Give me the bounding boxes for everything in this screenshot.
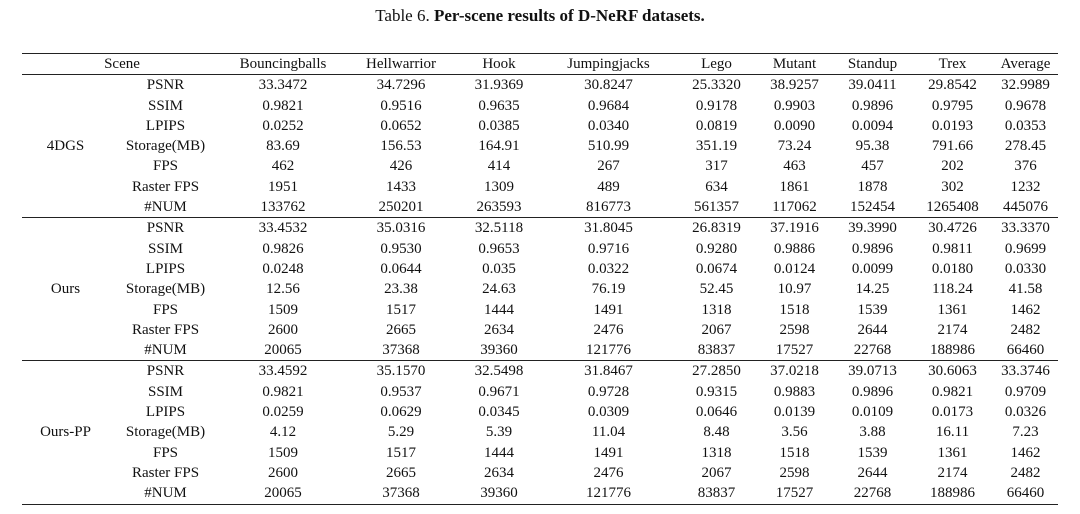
- table-cell: 1361: [937, 301, 968, 318]
- table-cell: 0.9671: [478, 383, 520, 400]
- table-cell: 22768: [833, 340, 912, 361]
- table-cell: 66460: [993, 483, 1058, 504]
- table-cell: 27.2850: [692, 363, 741, 380]
- metric-label: Raster FPS: [131, 321, 200, 338]
- table-cell: 2476: [593, 321, 624, 338]
- table-cell: 2174: [937, 464, 968, 481]
- table-cell: 1518: [779, 444, 810, 461]
- table-cell: 83837: [677, 483, 756, 504]
- table-cell: 33.4532: [258, 220, 308, 237]
- table-cell: 0.0309: [587, 404, 630, 421]
- table-cell: 1318: [701, 444, 732, 461]
- table-cell: 33.3472: [258, 77, 308, 94]
- table-cell: 24.63: [482, 281, 516, 298]
- table-cell: 31.9369: [474, 77, 524, 94]
- table-cell: 2644: [857, 321, 888, 338]
- table-cell: 0.9821: [262, 97, 304, 114]
- metric-label: #NUM: [109, 197, 222, 218]
- table-cell: 1462: [1010, 444, 1041, 461]
- table-cell: 1509: [268, 444, 299, 461]
- table-cell: 317: [705, 158, 728, 175]
- table-cell: 0.9883: [773, 383, 816, 400]
- table-cell: 0.9684: [587, 97, 630, 114]
- table-cell: 0.0173: [931, 404, 974, 421]
- column-header: Jumpingjacks: [540, 54, 677, 75]
- table-cell: 510.99: [587, 138, 630, 155]
- table-cell: 30.4726: [928, 220, 977, 237]
- table-cell: 2634: [484, 464, 515, 481]
- table-cell: 30.6063: [928, 363, 977, 380]
- results-table: [22, 53, 1058, 505]
- table-cell: 37368: [344, 483, 458, 504]
- table-cell: 12.56: [266, 281, 300, 298]
- table-cell: 0.0385: [478, 117, 520, 134]
- metric-label: #NUM: [109, 483, 222, 504]
- table-cell: 0.9280: [695, 240, 738, 257]
- table-cell: 0.9903: [773, 97, 816, 114]
- table-row: [22, 422, 1058, 442]
- table-cell: 2067: [701, 464, 732, 481]
- table-cell: 1361: [937, 444, 968, 461]
- table-cell: 4.12: [269, 424, 297, 441]
- metric-label: Raster FPS: [131, 178, 200, 195]
- table-cell: 32.5498: [474, 363, 524, 380]
- column-header: Hellwarrior: [344, 54, 458, 75]
- table-row: [22, 156, 1058, 176]
- metric-label: FPS: [152, 158, 179, 175]
- table-cell: 0.9826: [262, 240, 304, 257]
- table-cell: 8.48: [703, 424, 730, 441]
- table-cell: 39.0411: [848, 77, 897, 94]
- table-row: [22, 177, 1058, 197]
- table-cell: 37.1916: [770, 220, 819, 237]
- table-cell: 2482: [1010, 464, 1041, 481]
- table-cell: 1491: [593, 301, 624, 318]
- table-cell: 0.9699: [1004, 240, 1047, 257]
- table-cell: 1491: [593, 444, 624, 461]
- table-row: [22, 75, 1058, 96]
- table-cell: 39.0713: [848, 363, 897, 380]
- table-row: [22, 279, 1058, 299]
- metric-label: LPIPS: [145, 260, 186, 277]
- table-cell: 0.0248: [262, 260, 304, 277]
- metric-label: SSIM: [147, 97, 184, 114]
- table-cell: 0.0644: [380, 260, 422, 277]
- table-cell: 1444: [484, 301, 515, 318]
- table-cell: 2476: [593, 464, 624, 481]
- table-cell: 2665: [386, 321, 417, 338]
- table-cell: 0.9537: [380, 383, 422, 400]
- table-cell: 0.9709: [1004, 383, 1047, 400]
- metric-label: Storage(MB): [125, 281, 206, 298]
- table-cell: 0.9635: [478, 97, 520, 114]
- table-cell: 39360: [458, 483, 540, 504]
- table-cell: 2067: [701, 321, 732, 338]
- table-cell: 2174: [937, 321, 968, 338]
- table-cell: 83.69: [266, 138, 300, 155]
- table-cell: 2598: [779, 321, 810, 338]
- table-cell: 14.25: [855, 281, 890, 298]
- header-row: [22, 54, 1058, 75]
- table-cell: 0.0252: [262, 117, 304, 134]
- table-cell: 95.38: [855, 138, 890, 155]
- column-header: Mutant: [756, 54, 833, 75]
- column-header: Lego: [677, 54, 756, 75]
- table-cell: 0.0345: [478, 404, 520, 421]
- table-cell: 816773: [540, 197, 677, 218]
- table-cell: 2598: [779, 464, 810, 481]
- table-cell: 0.0094: [851, 117, 894, 134]
- column-header: Hook: [458, 54, 540, 75]
- table-row: [22, 361, 1058, 382]
- table-cell: 1265408: [912, 197, 993, 218]
- metric-label: PSNR: [146, 363, 185, 380]
- table-cell: 0.9821: [931, 383, 974, 400]
- table-cell: 0.0652: [380, 117, 422, 134]
- table-cell: 0.9821: [262, 383, 304, 400]
- table-cell: 25.3320: [692, 77, 741, 94]
- table-cell: 16.11: [935, 424, 970, 441]
- table-cell: 0.9653: [478, 240, 520, 257]
- table-cell: 0.9896: [851, 383, 894, 400]
- table-cell: 31.8467: [584, 363, 633, 380]
- table-cell: 33.3370: [1001, 220, 1050, 237]
- table-cell: 0.9530: [380, 240, 422, 257]
- table-cell: 0.9716: [587, 240, 630, 257]
- table-cell: 0.0326: [1004, 404, 1047, 421]
- table-row: [22, 239, 1058, 259]
- table-cell: 2644: [857, 464, 888, 481]
- table-cell: 0.9896: [851, 240, 894, 257]
- scene-header: Scene: [22, 54, 222, 75]
- table-cell: 0.0180: [931, 260, 974, 277]
- table-cell: 0.9896: [851, 97, 894, 114]
- table-row: [22, 443, 1058, 463]
- table-cell: 73.24: [777, 138, 812, 155]
- table-cell: 2600: [268, 464, 299, 481]
- table-cell: 0.9811: [932, 240, 973, 257]
- table-cell: 1232: [1010, 178, 1041, 195]
- table-cell: 1539: [857, 444, 888, 461]
- table-cell: 1462: [1010, 301, 1041, 318]
- table-cell: 0.9795: [931, 97, 974, 114]
- table-cell: 0.9886: [773, 240, 816, 257]
- table-cell: 35.1570: [376, 363, 426, 380]
- table-body: [22, 75, 1058, 504]
- table-cell: 37368: [344, 340, 458, 361]
- table-cell: 76.19: [591, 281, 626, 298]
- table-cell: 30.8247: [584, 77, 633, 94]
- table-cell: 0.0819: [695, 117, 738, 134]
- metric-label: SSIM: [147, 383, 184, 400]
- table-cell: 5.29: [387, 424, 415, 441]
- table-row: [22, 483, 1058, 504]
- table-cell: 0.0099: [851, 260, 894, 277]
- table-row: [22, 320, 1058, 340]
- table-cell: 39.3990: [848, 220, 897, 237]
- table-cell: 1444: [484, 444, 515, 461]
- table-cell: 561357: [677, 197, 756, 218]
- table-row: [22, 116, 1058, 136]
- table-cell: 0.9728: [587, 383, 630, 400]
- method-label: 4DGS: [22, 75, 109, 218]
- table-cell: 278.45: [1004, 138, 1047, 155]
- table-cell: 188986: [912, 483, 993, 504]
- table-cell: 33.4592: [258, 363, 308, 380]
- table-cell: 2665: [386, 464, 417, 481]
- table-cell: 26.8319: [692, 220, 741, 237]
- method-label: Ours: [22, 218, 109, 361]
- table-cell: 32.5118: [474, 220, 524, 237]
- table-cell: 117062: [756, 197, 833, 218]
- table-cell: 156.53: [380, 138, 422, 155]
- caption-title: Per-scene results of D-NeRF datasets.: [433, 6, 705, 25]
- metric-label: FPS: [152, 444, 179, 461]
- table-cell: 66460: [993, 340, 1058, 361]
- table-cell: 0.035: [482, 260, 516, 277]
- metric-label: PSNR: [146, 77, 185, 94]
- table-cell: 463: [783, 158, 806, 175]
- table-row: [22, 300, 1058, 320]
- table-cell: 267: [597, 158, 620, 175]
- column-header: Standup: [833, 54, 912, 75]
- table-cell: 0.0193: [931, 117, 974, 134]
- table-cell: 2600: [268, 321, 299, 338]
- table-cell: 1433: [386, 178, 417, 195]
- table-cell: 2482: [1010, 321, 1041, 338]
- table-cell: 351.19: [695, 138, 738, 155]
- table-row: [22, 402, 1058, 422]
- table-cell: 121776: [540, 340, 677, 361]
- table-cell: 1861: [779, 178, 810, 195]
- table-row: [22, 463, 1058, 483]
- table-cell: 2634: [484, 321, 515, 338]
- table-cell: 34.7296: [376, 77, 426, 94]
- table-row: [22, 136, 1058, 156]
- metric-label: FPS: [152, 301, 179, 318]
- table-cell: 133762: [222, 197, 344, 218]
- metric-label: LPIPS: [145, 404, 186, 421]
- table-cell: 0.0124: [773, 260, 816, 277]
- table-cell: 7.23: [1012, 424, 1039, 441]
- table-cell: 202: [941, 158, 964, 175]
- table-cell: 250201: [344, 197, 458, 218]
- table-cell: 52.45: [699, 281, 734, 298]
- table-cell: 31.8045: [584, 220, 633, 237]
- table-cell: 17527: [756, 483, 833, 504]
- table-cell: 376: [1014, 158, 1037, 175]
- table-cell: 164.91: [478, 138, 520, 155]
- table-cell: 41.58: [1008, 281, 1043, 298]
- metric-label: Storage(MB): [125, 424, 206, 441]
- column-header: Trex: [912, 54, 993, 75]
- table-cell: 302: [941, 178, 964, 195]
- table-cell: 188986: [912, 340, 993, 361]
- table-cell: 10.97: [777, 281, 812, 298]
- table-cell: 121776: [540, 483, 677, 504]
- table-cell: 414: [487, 158, 511, 175]
- table-cell: 263593: [458, 197, 540, 218]
- table-caption: [0, 6, 1080, 26]
- table-row: [22, 197, 1058, 218]
- table-cell: 23.38: [384, 281, 418, 298]
- table-row: [22, 382, 1058, 402]
- table-cell: 1309: [484, 178, 515, 195]
- table-cell: 29.8542: [928, 77, 977, 94]
- table-cell: 3.88: [859, 424, 886, 441]
- method-label: Ours-PP: [22, 361, 109, 504]
- table-cell: 1517: [386, 444, 417, 461]
- table-row: [22, 340, 1058, 361]
- table-cell: 457: [861, 158, 884, 175]
- table-cell: 1878: [857, 178, 888, 195]
- column-header: Bouncingballs: [222, 54, 344, 75]
- table-cell: 118.24: [932, 281, 973, 298]
- table-cell: 0.9516: [380, 97, 422, 114]
- table-row: [22, 96, 1058, 116]
- table-cell: 1539: [857, 301, 888, 318]
- metric-label: Raster FPS: [131, 464, 200, 481]
- table-cell: 791.66: [931, 138, 974, 155]
- table-cell: 20065: [222, 483, 344, 504]
- table-cell: 0.0674: [695, 260, 738, 277]
- table-cell: 35.0316: [376, 220, 426, 237]
- table-cell: 38.9257: [770, 77, 819, 94]
- table-cell: 20065: [222, 340, 344, 361]
- table-cell: 1509: [268, 301, 299, 318]
- table-cell: 5.39: [485, 424, 513, 441]
- table-cell: 33.3746: [1001, 363, 1050, 380]
- metric-label: #NUM: [109, 340, 222, 361]
- metric-label: PSNR: [146, 220, 185, 237]
- table-cell: 489: [597, 178, 620, 195]
- table-row: [22, 259, 1058, 279]
- metric-label: LPIPS: [145, 117, 186, 134]
- metric-label: SSIM: [147, 240, 184, 257]
- table-cell: 32.9989: [1001, 77, 1050, 94]
- table-cell: 17527: [756, 340, 833, 361]
- table-cell: 426: [389, 158, 413, 175]
- table-cell: 0.0330: [1004, 260, 1047, 277]
- table-cell: 634: [705, 178, 728, 195]
- table-cell: 1318: [701, 301, 732, 318]
- table-cell: 0.0322: [587, 260, 630, 277]
- table-cell: 3.56: [781, 424, 808, 441]
- table-cell: 37.0218: [770, 363, 819, 380]
- metric-label: Storage(MB): [125, 138, 206, 155]
- caption-prefix: Table 6.: [375, 6, 430, 25]
- table-cell: 39360: [458, 340, 540, 361]
- table-cell: 1951: [268, 178, 299, 195]
- table-cell: 1517: [386, 301, 417, 318]
- table-cell: 445076: [993, 197, 1058, 218]
- table-cell: 0.0646: [695, 404, 738, 421]
- table-row: [22, 218, 1058, 239]
- table-cell: 0.9678: [1004, 97, 1047, 114]
- table-cell: 1518: [779, 301, 810, 318]
- table-cell: 11.04: [591, 424, 626, 441]
- table-cell: 22768: [833, 483, 912, 504]
- table-cell: 0.9178: [695, 97, 738, 114]
- table-cell: 152454: [833, 197, 912, 218]
- table-cell: 0.0340: [587, 117, 630, 134]
- table-cell: 83837: [677, 340, 756, 361]
- table-cell: 0.0090: [773, 117, 816, 134]
- table-cell: 0.0259: [262, 404, 304, 421]
- table-cell: 0.0139: [773, 404, 816, 421]
- table-cell: 0.0109: [851, 404, 894, 421]
- column-header: Average: [993, 54, 1058, 75]
- table-cell: 0.0629: [380, 404, 422, 421]
- table-cell: 462: [271, 158, 295, 175]
- table-cell: 0.9315: [695, 383, 738, 400]
- table-cell: 0.0353: [1004, 117, 1047, 134]
